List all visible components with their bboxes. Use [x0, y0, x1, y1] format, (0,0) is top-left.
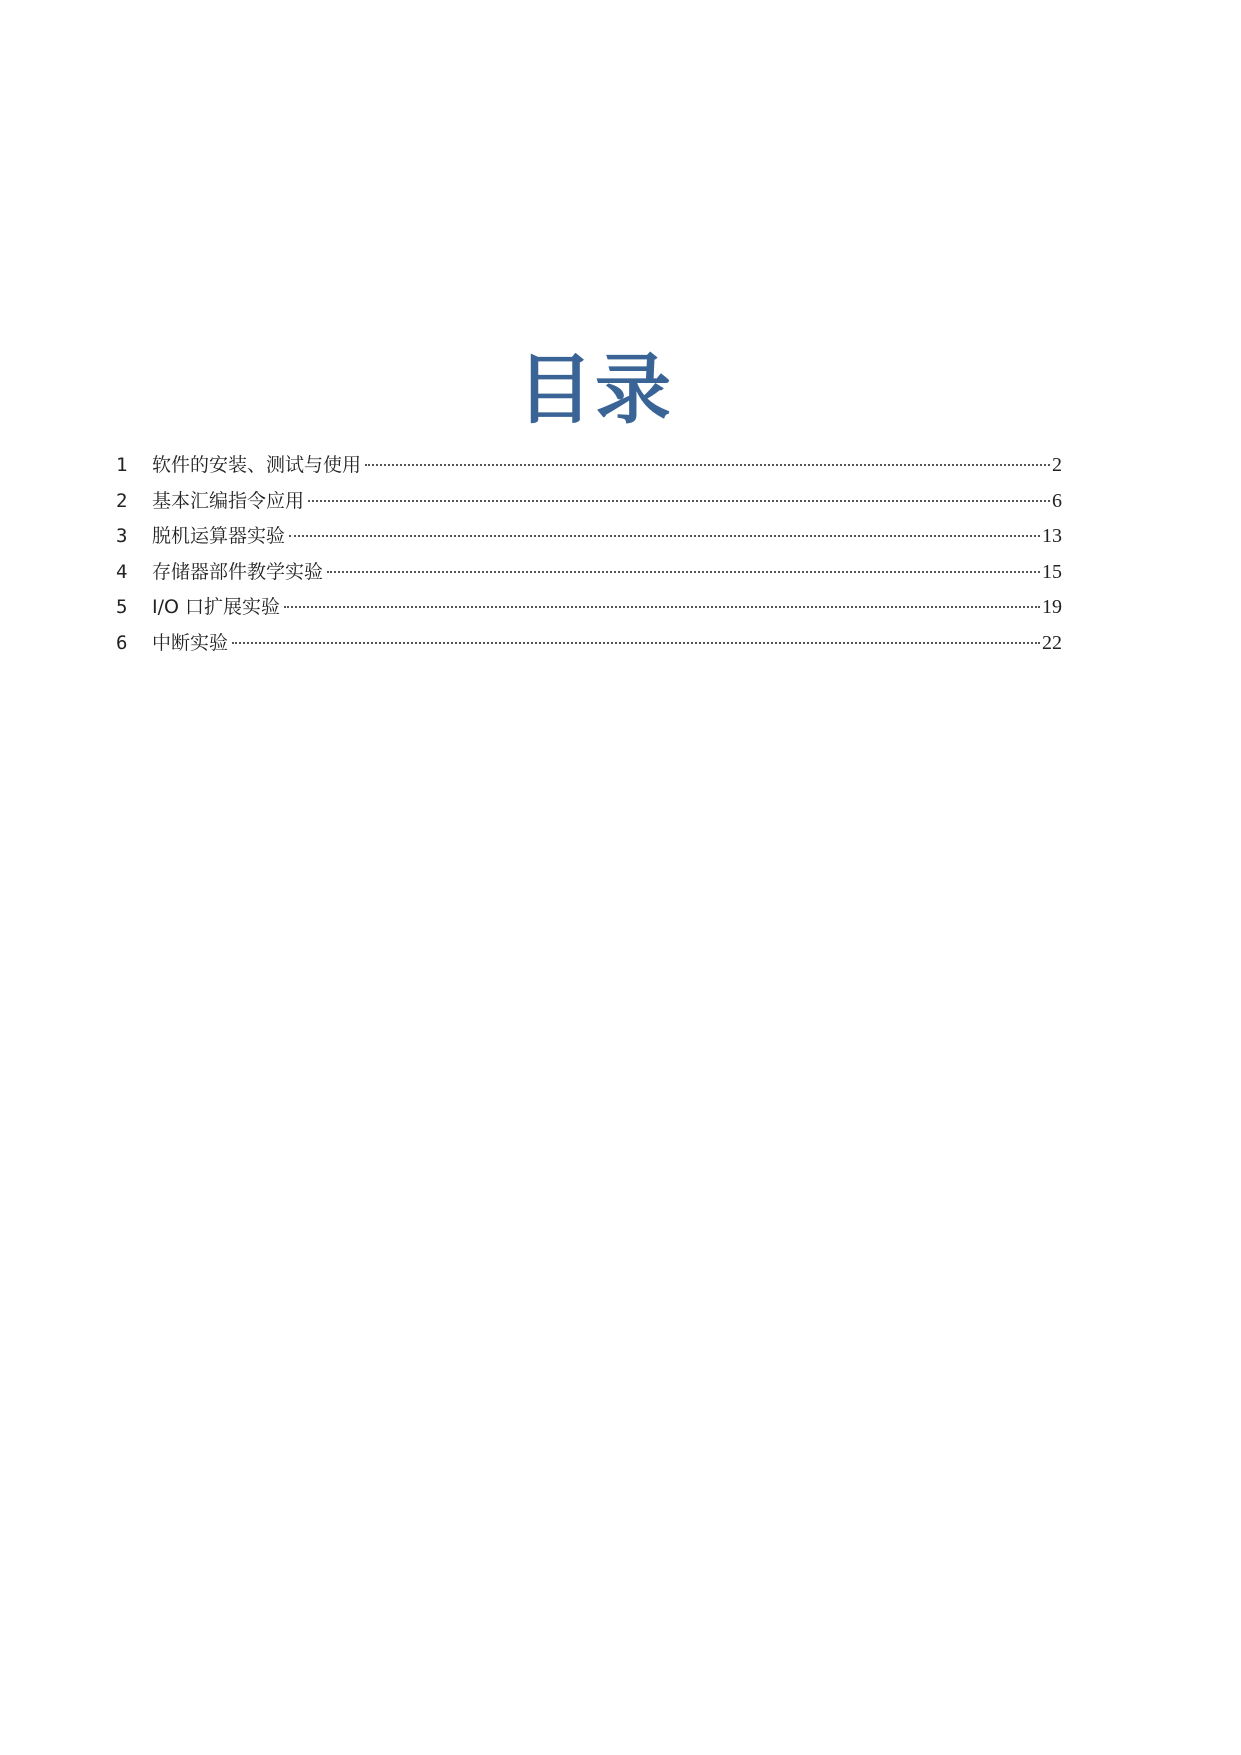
toc-entry[interactable]	[116, 555, 1062, 591]
toc-entry-page: 6	[1052, 489, 1062, 512]
toc-dot-leader	[308, 498, 1050, 502]
toc-entry-page: 13	[1042, 525, 1062, 548]
toc-dot-leader	[365, 462, 1050, 466]
toc-entry-title: 存储器部件教学实验	[152, 560, 324, 583]
toc-entry[interactable]	[116, 484, 1062, 520]
toc-dot-leader	[284, 604, 1040, 608]
toc-entry-number: 2	[116, 489, 128, 512]
toc-entry[interactable]	[116, 590, 1062, 626]
toc-entry[interactable]	[116, 519, 1062, 555]
toc-entry-title: 基本汇编指令应用	[152, 489, 305, 512]
toc-entry-title: 中断实验	[152, 631, 229, 654]
toc-entry-number: 1	[116, 454, 128, 476]
toc-dot-leader	[327, 569, 1040, 573]
toc-entry-page: 22	[1042, 631, 1062, 654]
toc-entry-page: 2	[1052, 454, 1062, 476]
toc-entry-page: 15	[1042, 560, 1062, 583]
toc-list	[116, 448, 1062, 662]
toc-dot-leader	[232, 640, 1040, 644]
toc-entry-number: 6	[116, 631, 128, 654]
toc-entry-page: 19	[1042, 596, 1062, 619]
toc-entry-number: 5	[116, 596, 128, 619]
toc-entry-number: 4	[116, 560, 128, 583]
toc-entry-number: 3	[116, 525, 128, 548]
toc-entry[interactable]	[116, 448, 1062, 484]
toc-entry[interactable]	[116, 626, 1062, 662]
toc-entry-title: 软件的安装、测试与使用	[152, 454, 362, 476]
toc-entry-title: I/O 口扩展实验	[152, 596, 280, 619]
toc-title: 目录	[517, 345, 673, 434]
toc-dot-leader	[289, 533, 1040, 537]
toc-entry-title: 脱机运算器实验	[152, 525, 286, 548]
